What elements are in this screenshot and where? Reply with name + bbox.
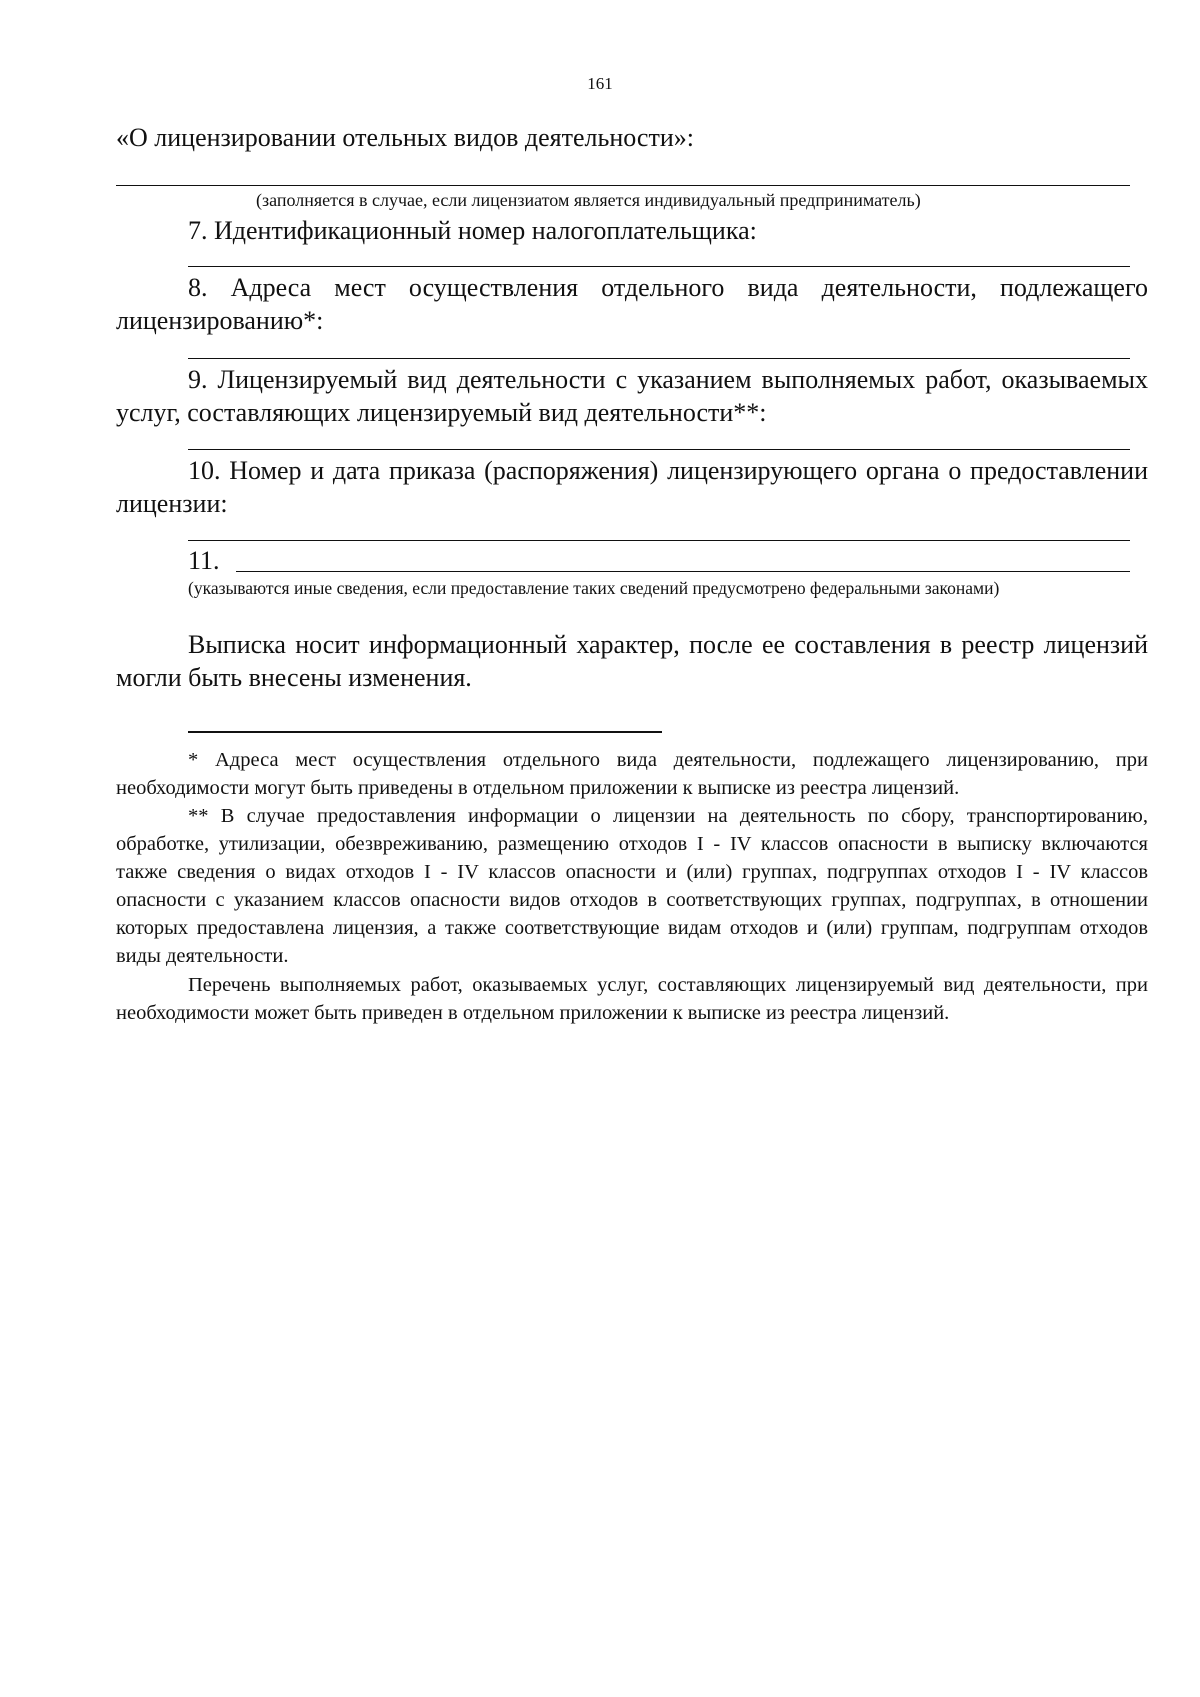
item-11-fill-line [236, 571, 1130, 572]
informational-statement: Выписка носит информационный характер, после ее составления в реестр лицензий могли быть внесены изменения. [116, 630, 1148, 692]
intro-line: «О лицензировании отельных видов деятельности»: [116, 123, 694, 152]
footnote-1: * Адреса мест осуществления отдельного вида деятельности, подлежащего лицензированию, при необходимости могут быть приведены в отдельном приложении к выписке из реестра лицензий. [116, 749, 1148, 799]
item-9: 9. Лицензируемый вид деятельности с указанием выполняемых работ, оказываемых услуг, составляющих лицензируемый вид деятельности**: [116, 365, 1148, 427]
entrepreneur-caption: (заполняется в случае, если лицензиатом является индивидуальный предприниматель) [256, 190, 921, 210]
footnote-2: ** В случае предоставления информации о лицензии на деятельность по сбору, транспортированию, обработке, утилизации, обезвреживанию, размещению отходов I - IV классов опасности в выписку включаются также сведения о видах отходов I - IV классов опасности и (или) группах, подгруппах отходов I - IV классов опасности с указанием классов опасности видов отходов в соответствующих группах, подгруппах, в отношении которых предоставлена лицензия, а также соответствующие видам отходов и (или) группам, подгруппам отходов виды деятельности. [116, 805, 1148, 967]
other-info-caption: (указываются иные сведения, если предоставление таких сведений предусмотрено федеральными законами) [188, 578, 1000, 598]
item-7: 7. Идентификационный номер налогоплательщика: [188, 216, 757, 245]
footnote-3: Перечень выполняемых работ, оказываемых услуг, составляющих лицензируемый вид деятельности, при необходимости может быть приведен в отдельном приложении к выписке из реестра лицензий. [116, 974, 1148, 1024]
item-8: 8. Адреса мест осуществления отдельного вида деятельности, подлежащего лицензированию*: [116, 273, 1148, 335]
footnote-separator [188, 731, 662, 733]
item-10: 10. Номер и дата приказа (распоряжения) лицензирующего органа о предоставлении лицензии: [116, 456, 1148, 518]
item-8-fill-line [188, 358, 1130, 359]
item-10-fill-line [188, 540, 1130, 541]
entrepreneur-fill-line [116, 185, 1130, 186]
item-11-number: 11. [188, 546, 220, 575]
item-7-fill-line [188, 266, 1130, 267]
item-9-fill-line [188, 449, 1130, 450]
page-number: 161 [587, 74, 613, 93]
